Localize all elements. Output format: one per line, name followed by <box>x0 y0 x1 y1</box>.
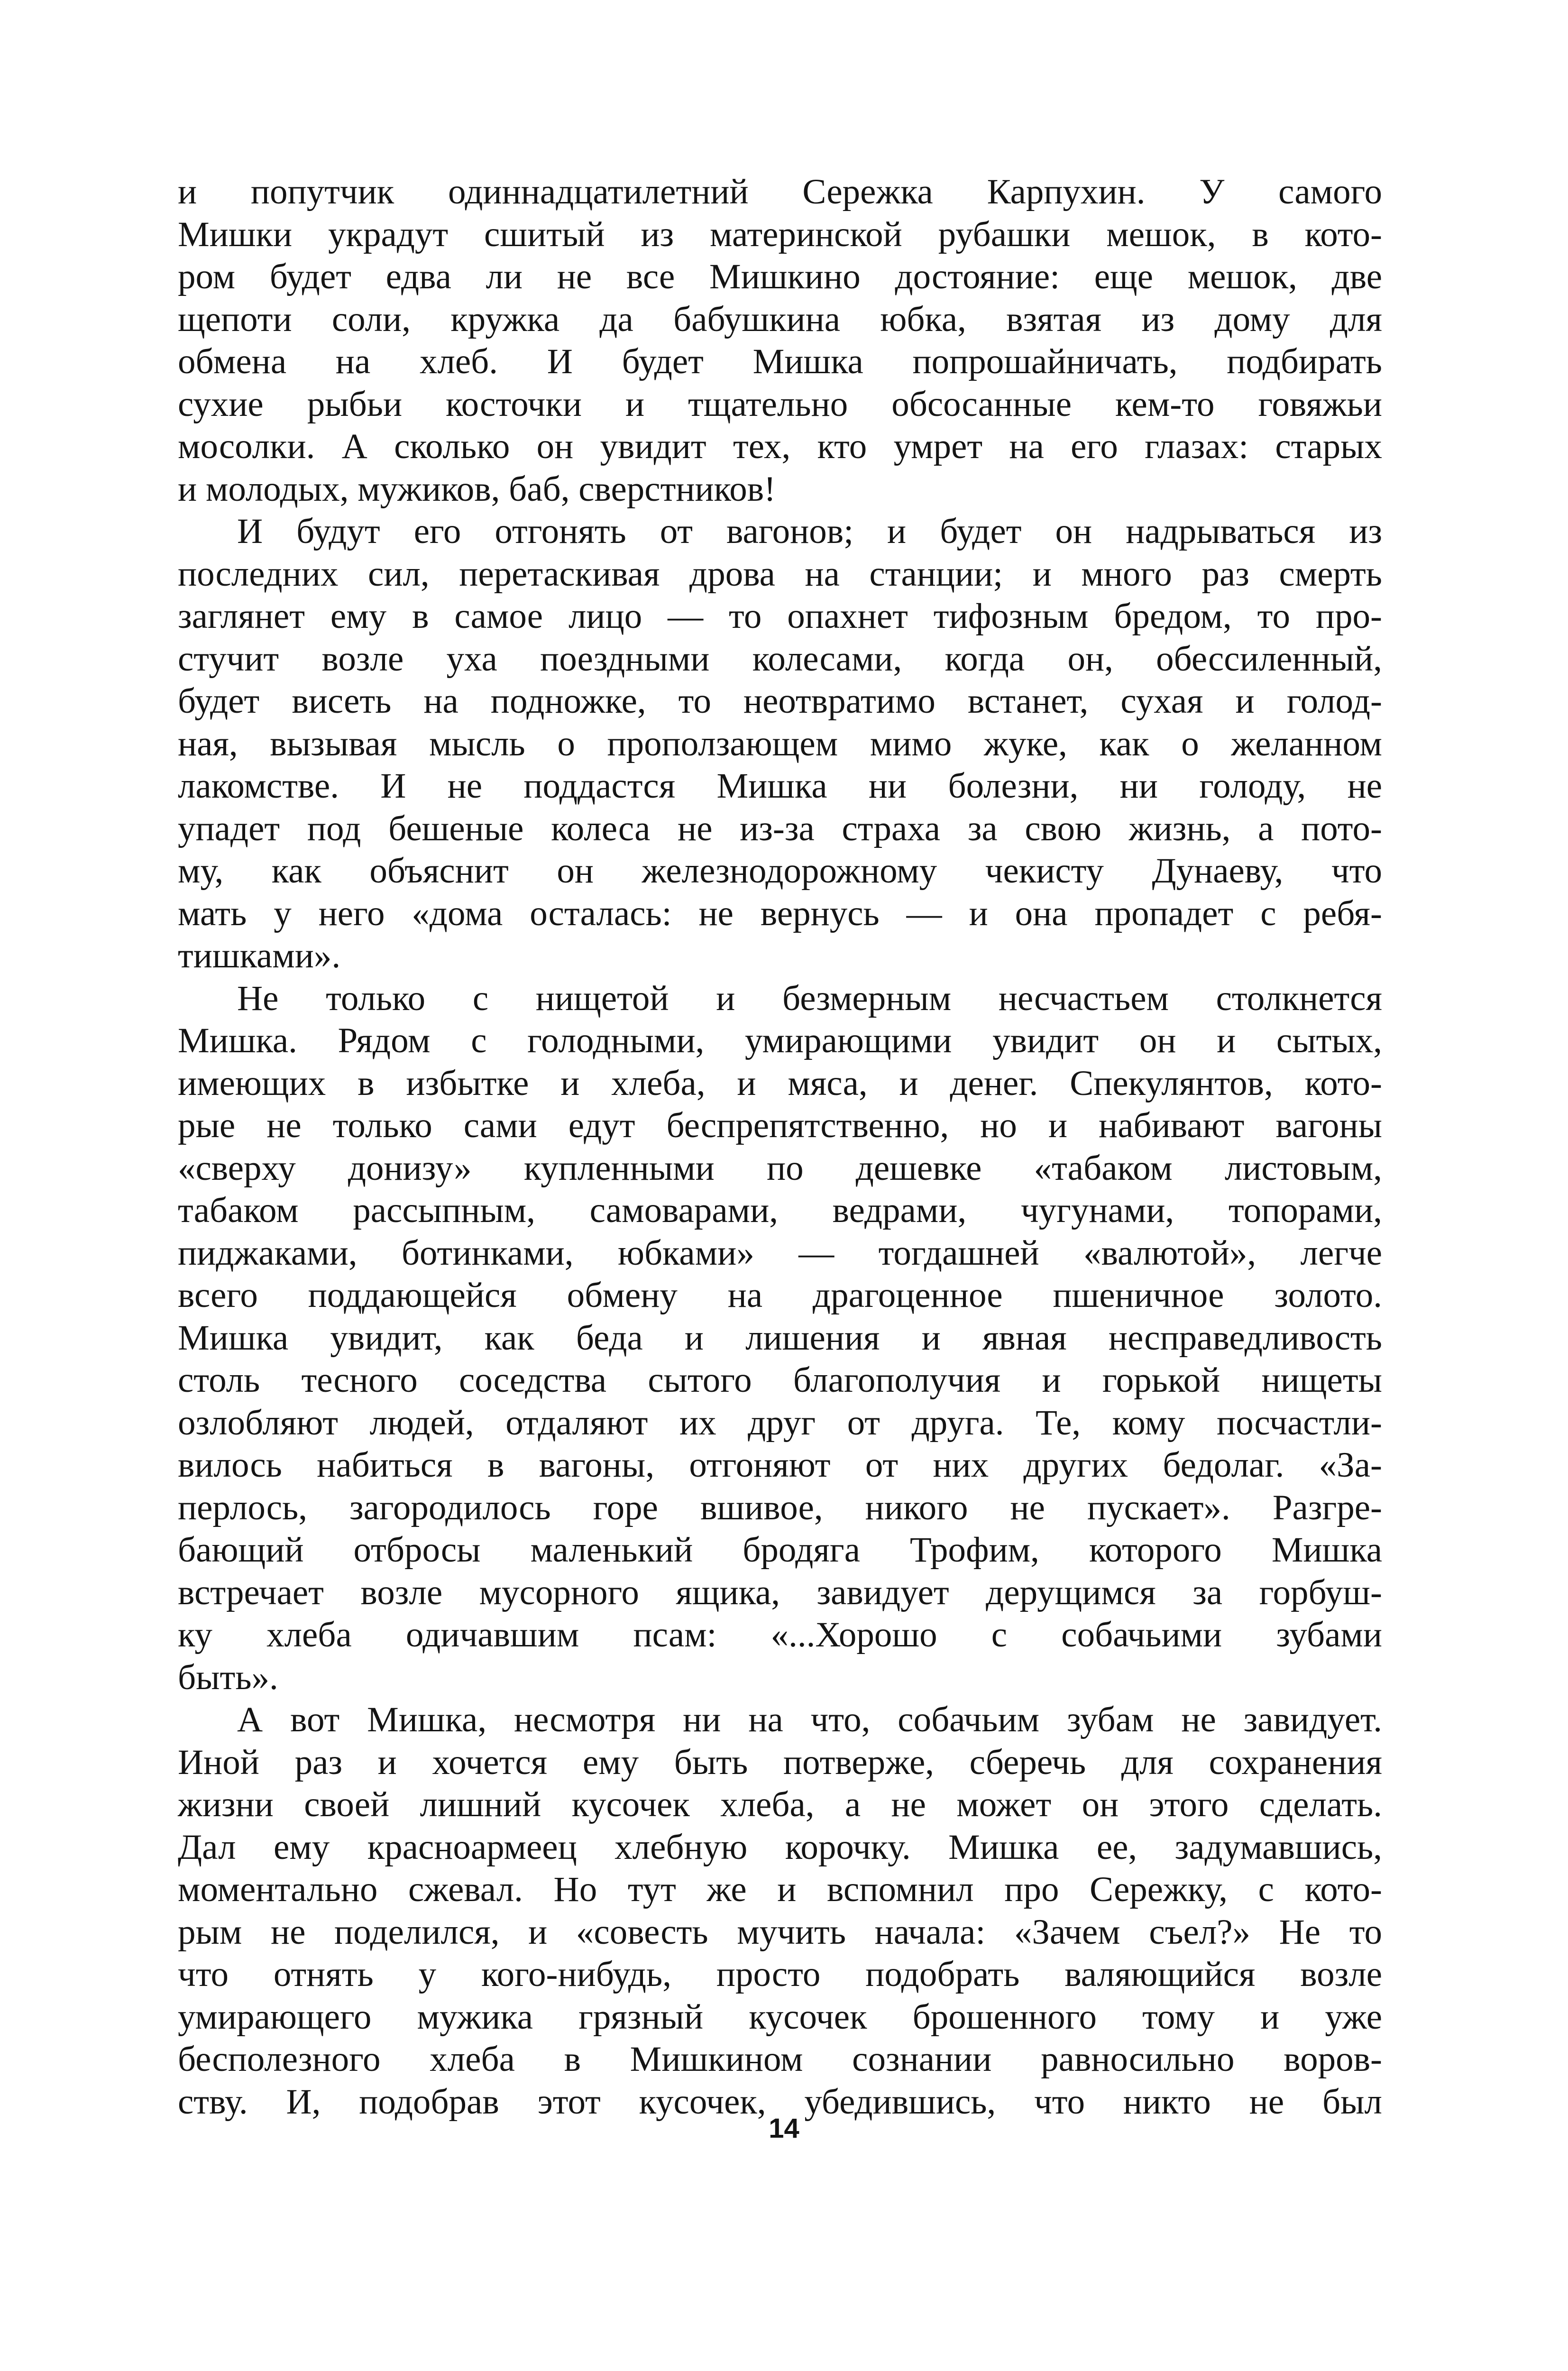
text-line: и попутчик одиннадцатилетний Сережка Карпухин. У самого <box>178 172 1382 211</box>
text-line: что отнять у кого-нибудь, просто подобрать валяющийся возле <box>178 1955 1382 1994</box>
text-line: мать у него «дома осталась: не вернусь — и она пропадет с ребя- <box>178 893 1382 933</box>
text-line: Не только с нищетой и безмерным несчастьем столкнется <box>237 978 1382 1018</box>
text-line: ству. И, подобрав этот кусочек, убедившись, что никто не был <box>178 2082 1382 2122</box>
text-line: ная, вызывая мысль о проползающем мимо жуке, как о желанном <box>178 724 1382 763</box>
text-line: рые не только сами едут беспрепятственно, но и набивают вагоны <box>178 1106 1382 1145</box>
text-line: «сверху донизу» купленными по дешевке «табаком листовым, <box>178 1148 1382 1188</box>
text-line: упадет под бешеные колеса не из-за страха за свою жизнь, а пото- <box>178 809 1382 848</box>
text-line: Мишки украдут сшитый из материнской рубашки мешок, в кото- <box>178 214 1382 254</box>
text-line: ром будет едва ли не все Мишкино достояние: еще мешок, две <box>178 257 1382 296</box>
text-line: последних сил, перетаскивая дрова на станции; и много раз смерть <box>178 554 1382 594</box>
text-line: быть». <box>178 1657 278 1697</box>
text-line: имеющих в избытке и хлеба, и мяса, и денег. Спекулянтов, кото- <box>178 1063 1382 1103</box>
text-line: стучит возле уха поездными колесами, когда он, обессиленный, <box>178 639 1382 679</box>
text-line: обмена на хлеб. И будет Мишка попрошайничать, подбирать <box>178 342 1382 381</box>
text-line: всего поддающейся обмену на драгоценное пшеничное золото. <box>178 1276 1382 1315</box>
text-line: вилось набиться в вагоны, отгоняют от них других бедолаг. «За- <box>178 1445 1382 1485</box>
paragraph-p4 <box>178 1699 1382 2123</box>
text-line: перлось, загородилось горе вшивое, никого не пускает». Разгре- <box>178 1488 1382 1527</box>
text-line: Мишка. Рядом с голодными, умирающими увидит он и сытых, <box>178 1021 1382 1060</box>
text-line: встречает возле мусорного ящика, завидует дерущимся за горбуш- <box>178 1572 1382 1612</box>
text-line: му, как объяснит он железнодорожному чекисту Дунаеву, что <box>178 851 1382 891</box>
text-line: А вот Мишка, несмотря ни на что, собачьим зубам не завидует. <box>237 1700 1382 1739</box>
text-line: лакомстве. И не поддастся Мишка ни болезни, ни голоду, не <box>178 766 1382 806</box>
text-line: тишками». <box>178 936 341 975</box>
text-line: Мишка увидит, как беда и лишения и явная несправедливость <box>178 1318 1382 1358</box>
text-line: Дал ему красноармеец хлебную корочку. Мишка ее, задумавшись, <box>178 1827 1382 1867</box>
text-line: бающий отбросы маленький бродяга Трофим, которого Мишка <box>178 1530 1382 1570</box>
text-line: будет висеть на подножке, то неотвратимо встанет, сухая и голод- <box>178 681 1382 721</box>
paragraph-p2 <box>178 510 1382 977</box>
text-line: жизни своей лишний кусочек хлеба, а не может он этого сделать. <box>178 1785 1382 1824</box>
text-line: И будут его отгонять от вагонов; и будет он надрываться из <box>237 512 1382 551</box>
text-line: ку хлеба одичавшим псам: «...Хорошо с собачьими зубами <box>178 1615 1382 1654</box>
page-number: 14 <box>769 2113 799 2144</box>
text-line: моментально сжевал. Но тут же и вспомнил про Сережку, с кото- <box>178 1870 1382 1909</box>
text-line: рым не поделился, и «совесть мучить начала: «Зачем съел?» Не то <box>178 1912 1382 1952</box>
text-line: бесполезного хлеба в Мишкином сознании равносильно воров- <box>178 2040 1382 2079</box>
text-line: умирающего мужика грязный кусочек брошенного тому и уже <box>178 1997 1382 2037</box>
paragraph-p3 <box>178 977 1382 1699</box>
text-line: сухие рыбьи косточки и тщательно обсосанные кем-то говяжьи <box>178 384 1382 424</box>
text-line: столь тесного соседства сытого благополучия и горькой нищеты <box>178 1360 1382 1400</box>
text-line: заглянет ему в самое лицо — то опахнет тифозным бредом, то про- <box>178 597 1382 636</box>
text-line: озлобляют людей, отдаляют их друг от друга. Те, кому посчастли- <box>178 1403 1382 1443</box>
text-line: табаком рассыпным, самоварами, ведрами, чугунами, топорами, <box>178 1191 1382 1230</box>
text-line: Иной раз и хочется ему быть потверже, сберечь для сохранения <box>178 1742 1382 1782</box>
text-line: пиджаками, ботинками, юбками» — тогдашней «валютой», легче <box>178 1233 1382 1273</box>
text-line: мосолки. А сколько он увидит тех, кто умрет на его глазах: старых <box>178 427 1382 466</box>
text-line: щепоти соли, кружка да бабушкина юбка, взятая из дому для <box>178 299 1382 339</box>
book-page-body <box>178 171 1382 2123</box>
paragraph-p1 <box>178 171 1382 510</box>
text-line: и молодых, мужиков, баб, сверстников! <box>178 469 776 509</box>
